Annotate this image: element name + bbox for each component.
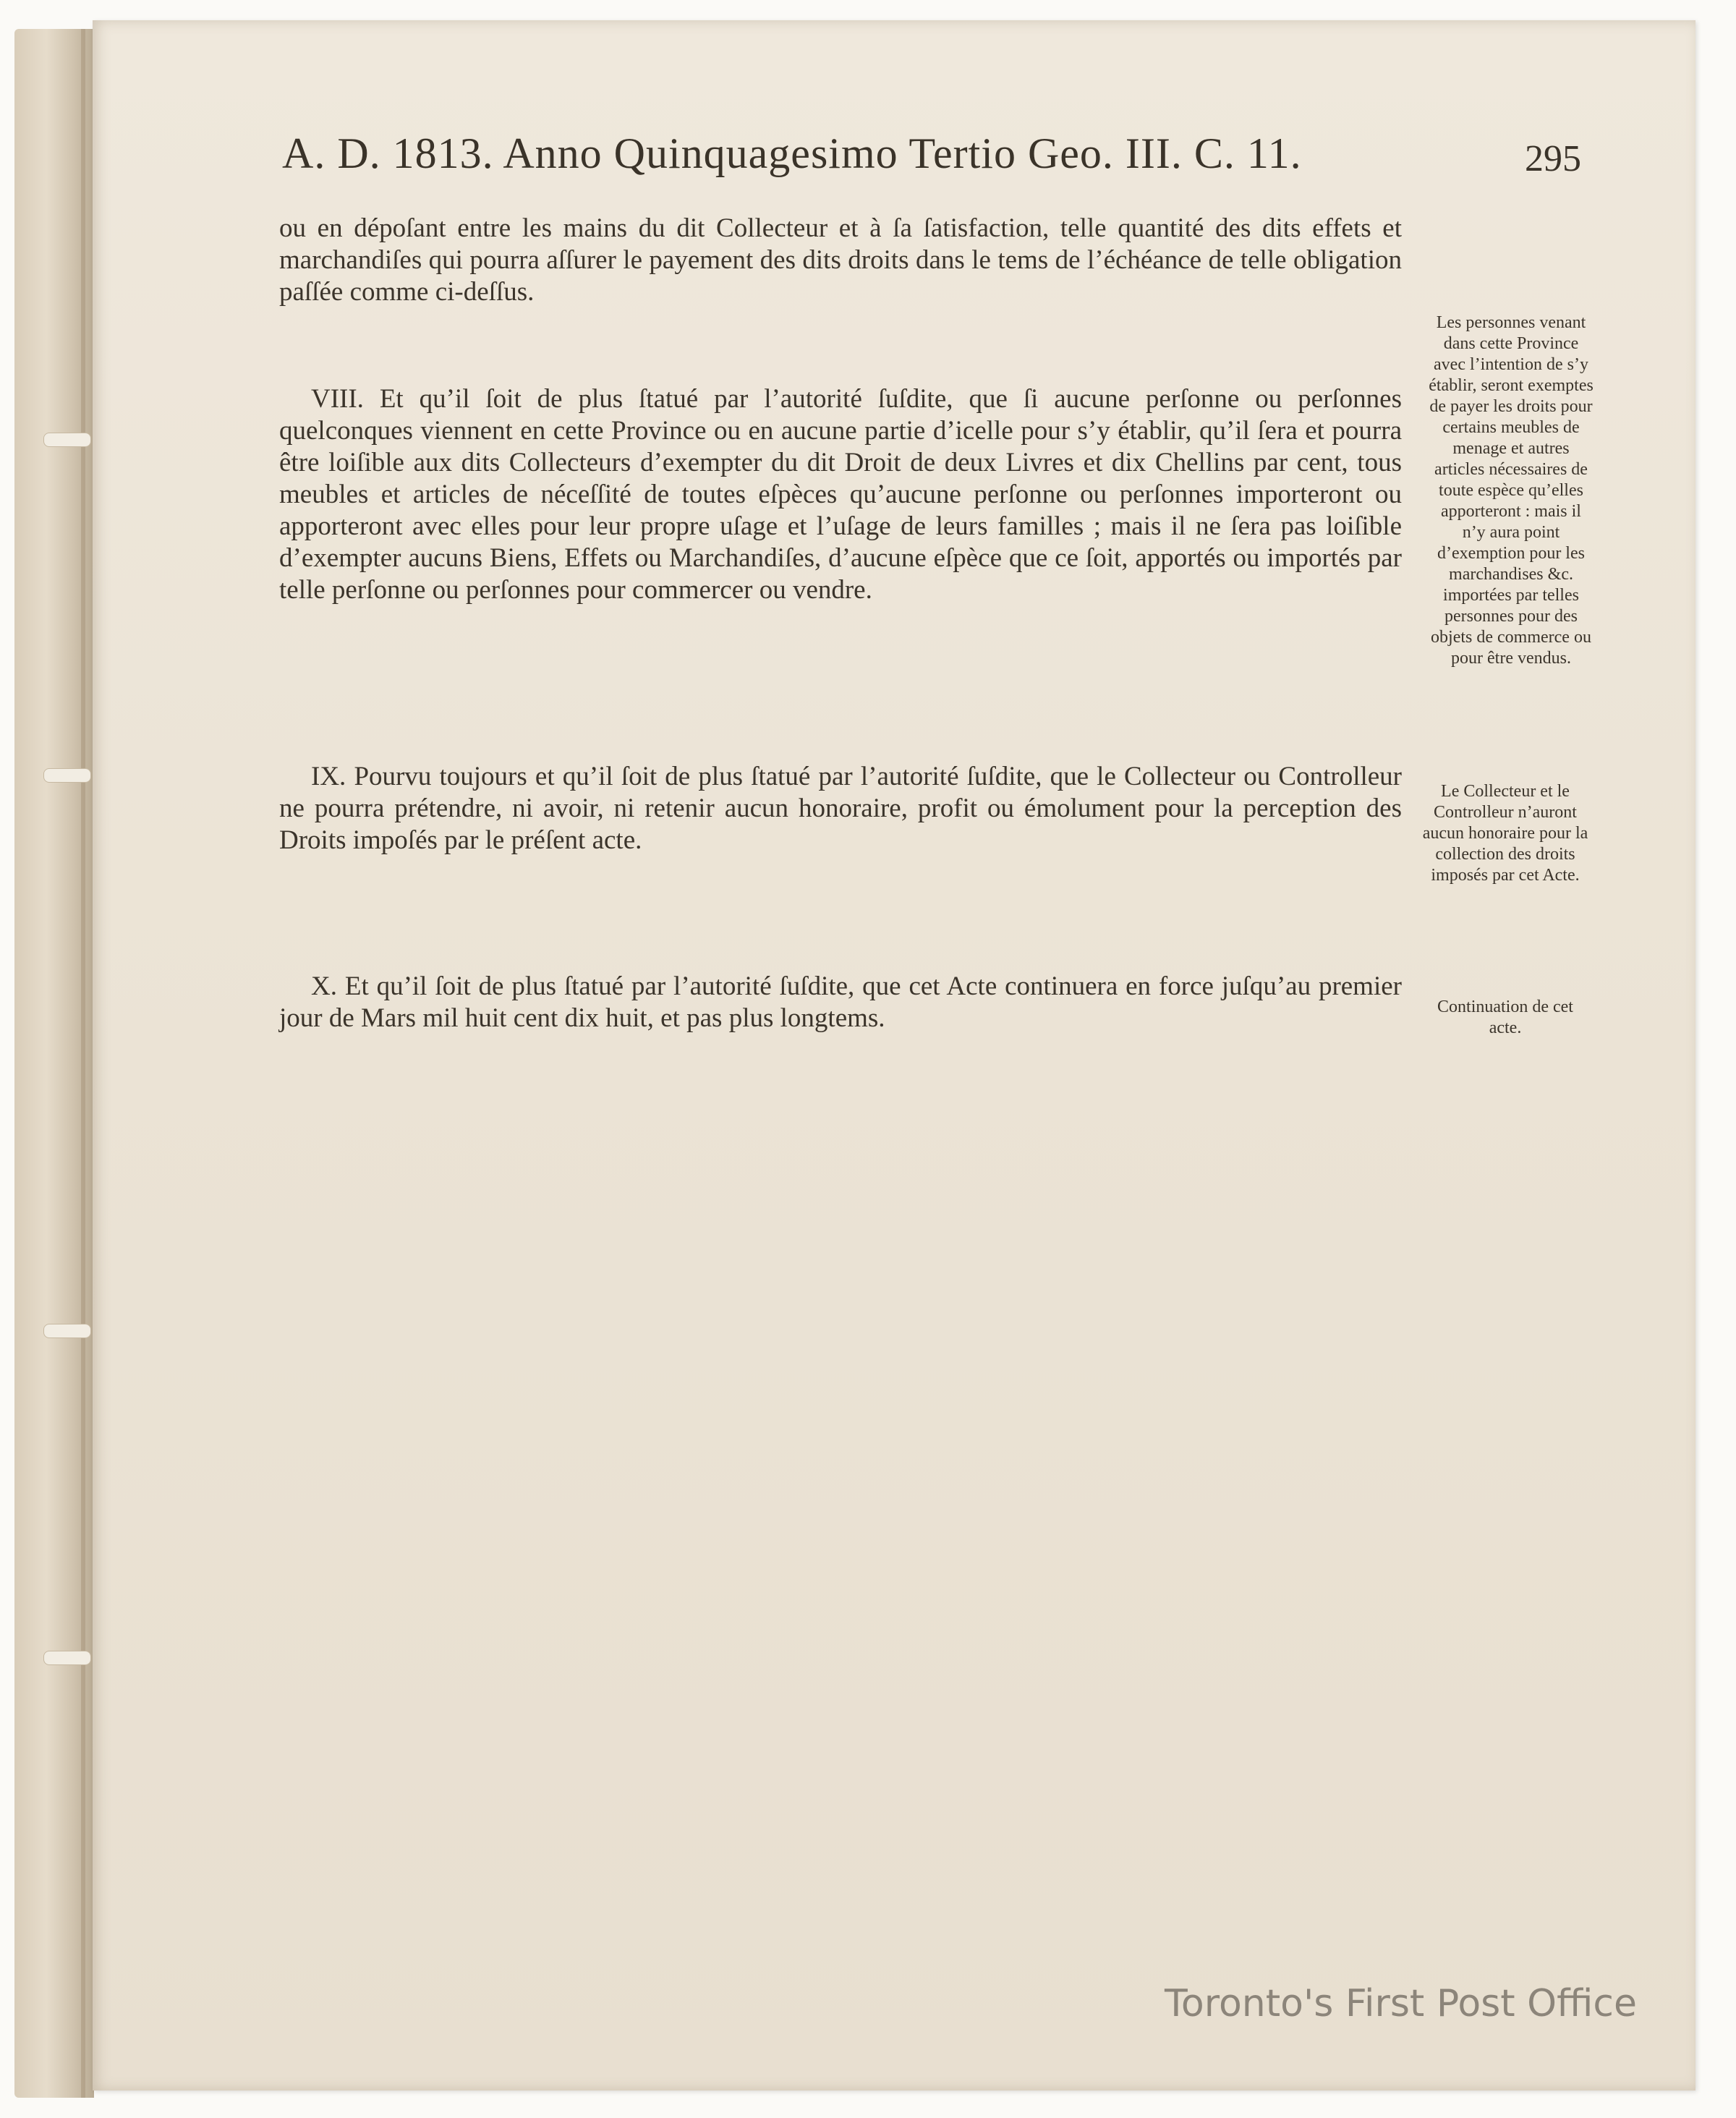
margin-note-exemption: Les personnes venant dans cette Province avec l’intention de s’y établir, seront exemptes de payer les droits pour certains meubles de menage et autres articles nécessaires de toute espèce qu’elles apporteront : mais il n’y aura point d’exemption pour les marchandises &c. importées par telles personnes pour des objets de commerce ou pour être vendus. (1429, 313, 1594, 668)
gutter-shadow (81, 29, 85, 2098)
watermark: Toronto's First Post Office (1165, 1982, 1637, 2025)
section-viii: VIII. Et qu’il ſoit de plus ſtatué par l’autorité ſuſdite, que ſi aucune perſonne ou perſonnes quelconques viennent en cette Province ou en aucune partie d’icelle pour s’y établir, qu’il ſera et pourra être loiſible aux dits Collecteurs d’exempter du dit Droit de deux Livres et dix Chellins par cent, tous meubles et articles de néceſſité de toutes eſpèces qu’aucune perſonne ou perſonnes importeront ou apporteront avec elles pour leur propre uſage et l’uſage de leurs familles ; mais il ne ſera pas loiſible d’exempter aucuns Biens, Effets ou Marchandiſes, d’aucune eſpèce que ce ſoit, apportés ou importés par telle perſonne ou perſonnes pour commercer ou vendre. (279, 384, 1402, 605)
binding-stitch (43, 433, 91, 447)
binding-stitch (43, 1324, 91, 1338)
binding-stitch (43, 768, 91, 783)
binding-stitch (43, 1651, 91, 1665)
page-number: 295 (1525, 138, 1581, 179)
margin-note-continuation: Continuation de cet acte. (1437, 998, 1573, 1037)
running-head: A. D. 1813. Anno Quinquagesimo Tertio Geo. III. C. 11. (282, 129, 1302, 177)
paragraph-continuation: ou en dépoſant entre les mains du dit Collecteur et à ſa ſatisfaction, telle quantité des dits effets et marchandiſes qui pourra aſſurer le payement des dits droits dans le tems de l’échéance de telle obligation paſſée comme ci-deſſus. (279, 213, 1402, 307)
section-x: X. Et qu’il ſoit de plus ſtatué par l’autorité ſuſdite, que cet Acte continuera en force juſqu’au premier jour de Mars mil huit cent dix huit, et pas plus longtems. (279, 971, 1402, 1033)
section-ix: IX. Pourvu toujours et qu’il ſoit de plus ſtatué par l’autorité ſuſdite, que le Collecteur ou Controlleur ne pourra prétendre, ni avoir, ni retenir aucun honoraire, profit ou émolument pour la perception des Droits impoſés par le préſent acte. (279, 762, 1402, 855)
margin-note-honoraire: Le Collecteur et le Controlleur n’auront aucun honoraire pour la collection des droits imposés par cet Acte. (1422, 782, 1588, 885)
